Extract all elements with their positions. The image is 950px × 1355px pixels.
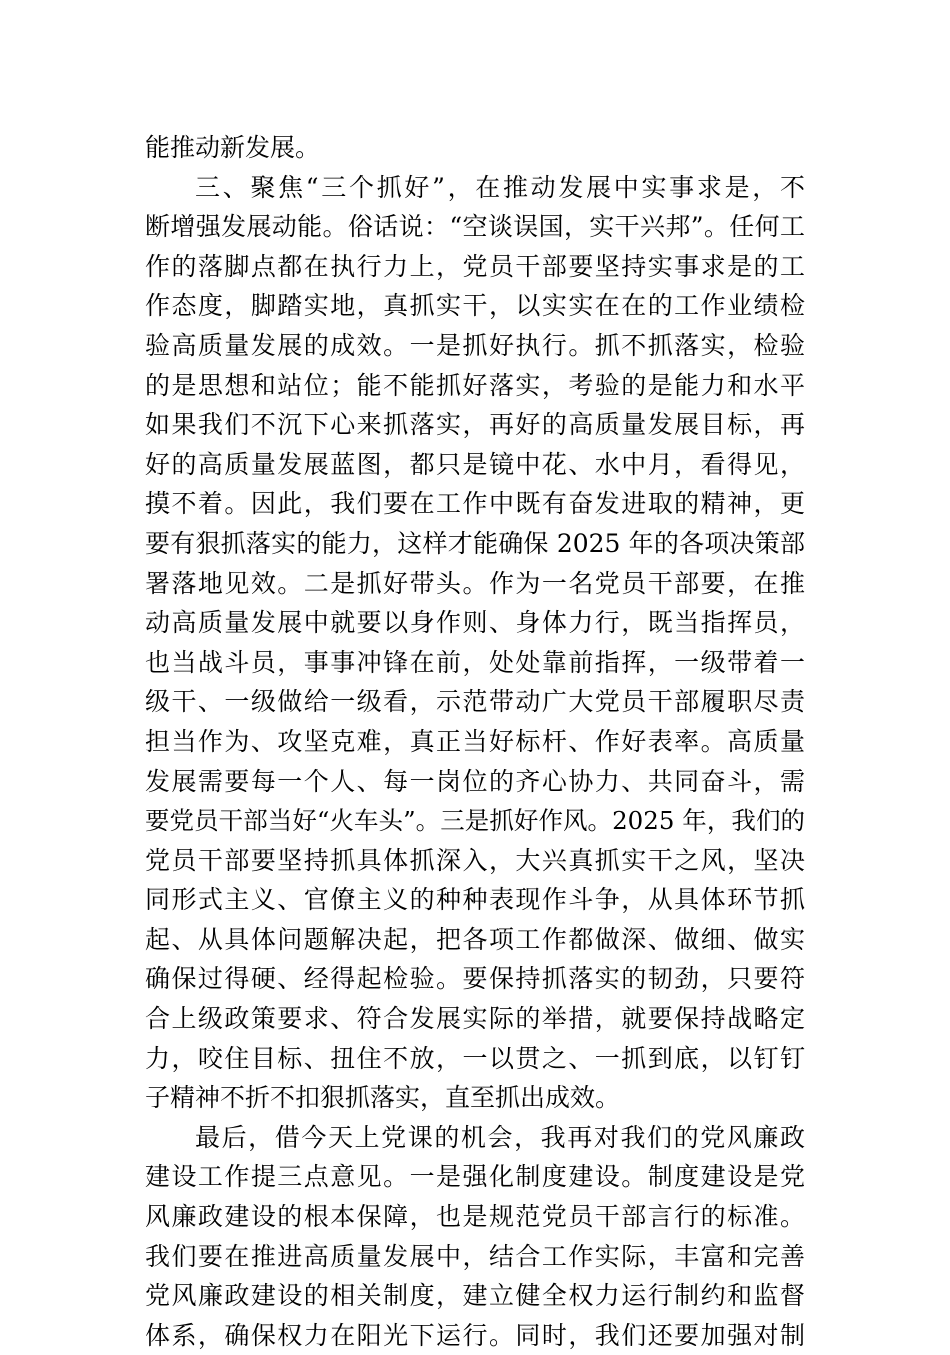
text-line: 也当战斗员，事事冲锋在前，处处靠前指挥，一级带着一 [145,647,805,677]
body-text [145,128,805,1355]
text-line: 好的高质量发展蓝图，都只是镜中花、水中月，看得见， [145,449,805,479]
text-line: 同形式主义、官僚主义的种种表现作斗争，从具体环节抓 [145,885,805,915]
text-line: 建设工作提三点意见。一是强化制度建设。制度建设是党 [145,1162,805,1192]
paragraph-start-line: 最后，借今天上党课的机会，我再对我们的党风廉政 [195,1122,805,1152]
text-line: 发展需要每一个人、每一岗位的齐心协力、共同奋斗，需 [145,766,805,796]
text-line: 如果我们不沉下心来抓落实，再好的高质量发展目标，再 [145,410,805,440]
text-line: 党员干部要坚持抓具体抓深入，大兴真抓实干之风，坚决 [145,845,805,875]
text-line: 风廉政建设的根本保障，也是规范党员干部言行的标准。 [145,1202,805,1232]
text-line: 摸不着。因此，我们要在工作中既有奋发进取的精神，更 [145,489,805,519]
text-line: 确保过得硬、经得起检验。要保持抓落实的韧劲，只要符 [145,964,805,994]
text-line: 担当作为、攻坚克难，真正当好标杆、作好表率。高质量 [145,726,805,756]
text-line: 体系，确保权力在阳光下运行。同时，我们还要加强对制 [145,1320,805,1350]
text-line: 的是思想和站位；能不能抓好落实，考验的是能力和水平 [145,370,805,400]
text-line: 作的落脚点都在执行力上，党员干部要坚持实事求是的工 [145,251,805,281]
text-line: 级干、一级做给一级看，示范带动广大党员干部履职尽责 [145,687,805,717]
text-line: 子精神不折不扣狠抓落实，直至抓出成效。 [145,1083,621,1113]
text-line: 要党员干部当好“火车头”。三是抓好作风。2025 年，我们的 [145,806,805,836]
text-line: 我们要在推进高质量发展中，结合工作实际，丰富和完善 [145,1241,805,1271]
text-line: 合上级政策要求、符合发展实际的举措，就要保持战略定 [145,1004,805,1034]
text-line: 断增强发展动能。俗话说：“空谈误国，实干兴邦”。任何工 [145,212,805,242]
text-line: 验高质量发展的成效。一是抓好执行。抓不抓落实，检验 [145,330,805,360]
text-line: 署落地见效。二是抓好带头。作为一名党员干部要，在推 [145,568,805,598]
text-line: 党风廉政建设的相关制度，建立健全权力运行制约和监督 [145,1281,805,1311]
text-line: 能推动新发展。 [145,133,321,162]
text-line: 起、从具体问题解决起，把各项工作都做深、做细、做实 [145,924,805,954]
text-line: 动高质量发展中就要以身作则、身体力行，既当指挥员， [145,608,805,638]
text-line: 作态度，脚踏实地，真抓实干，以实实在在的工作业绩检 [145,291,805,321]
text-line: 要有狠抓落实的能力，这样才能确保 2025 年的各项决策部 [145,528,805,558]
text-line: 力，咬住目标、扭住不放，一以贯之、一抓到底，以钉钉 [145,1043,805,1073]
paragraph-heading-line: 三、聚焦“三个抓好”，在推动发展中实事求是，不 [195,172,805,202]
